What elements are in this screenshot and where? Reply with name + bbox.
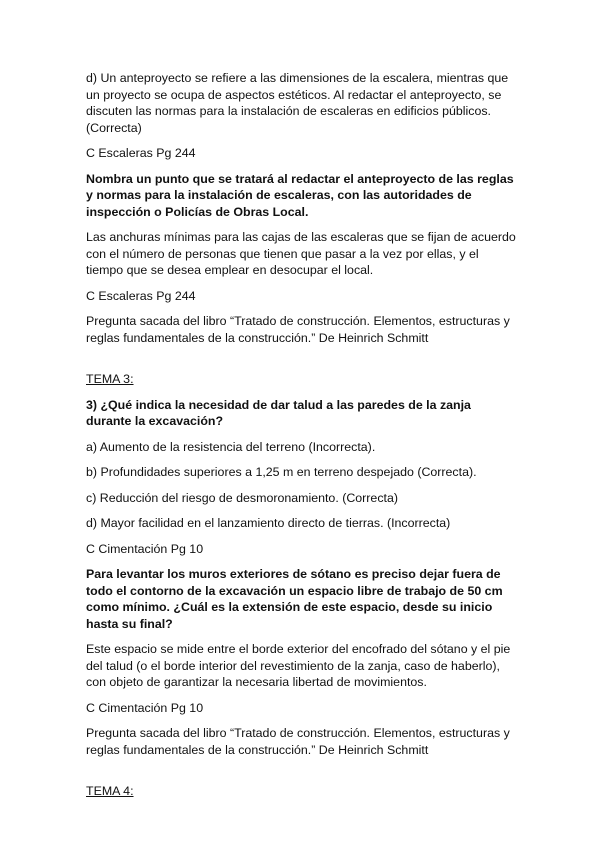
document-page	[86, 70, 518, 809]
section-heading-tema-4: TEMA 4:	[86, 784, 134, 798]
source-reference: C Cimentación Pg 10	[86, 541, 204, 556]
answer-option-d: d) Un anteproyecto se refiere a las dimensiones de la escalera, mientras que un proyecto se ocupa de aspectos estéticos. Al redactar el anteproyecto, se discuten las normas para la instalación de escaleras en edificios públicos. (Correcta)	[86, 71, 509, 135]
answer-text: Este espacio se mide entre el borde exterior del encofrado del sótano y el pie del talud (o el borde interior del revestimiento de la zanja, caso de haberlo), con objeto de garantizar la necesaria libertad de movimientos.	[86, 642, 511, 689]
source-reference: C Escaleras Pg 244	[86, 288, 196, 303]
answer-option-a: a) Aumento de la resistencia del terreno (Incorrecta).	[86, 439, 376, 454]
spacer	[86, 355, 518, 371]
answer-option-c: c) Reducción del riesgo de desmoronamiento. (Correcta)	[86, 490, 398, 505]
question-text: 3) ¿Qué indica la necesidad de dar talud a las paredes de la zanja durante la excavación?	[86, 397, 471, 428]
source-reference: C Cimentación Pg 10	[86, 700, 204, 715]
question-text: Para levantar los muros exteriores de sótano es preciso dejar fuera de todo el contorno de la excavación un espacio libre de trabajo de 50 cm como mínimo. ¿Cuál es la extensión de este espacio, desde su inicio hasta su final?	[86, 567, 503, 631]
answer-option-b: b) Profundidades superiores a 1,25 m en terreno despejado (Correcta).	[86, 465, 477, 479]
answer-option-d: d) Mayor facilidad en el lanzamiento directo de tierras. (Incorrecta)	[86, 516, 451, 530]
spacer	[86, 767, 518, 783]
book-citation: Pregunta sacada del libro “Tratado de construcción. Elementos, estructuras y reglas fundamentales de la construcción.” De Heinrich Schmitt	[86, 726, 510, 757]
section-heading-tema-3: TEMA 3:	[86, 372, 134, 386]
source-reference: C Escaleras Pg 244	[86, 146, 196, 160]
answer-text: Las anchuras mínimas para las cajas de las escaleras que se fijan de acuerdo con el número de personas que tienen que pasar a la vez por ellas, y el tiempo que se desea emplear en desocupar el local.	[86, 230, 516, 277]
book-citation: Pregunta sacada del libro “Tratado de construcción. Elementos, estructuras y reglas fundamentales de la construcción.” De Heinrich Schmitt	[86, 314, 510, 345]
question-text: Nombra un punto que se tratará al redactar el anteproyecto de las reglas y normas para la instalación de escaleras, con las autoridades de inspección o Policías de Obras Local.	[86, 171, 514, 219]
